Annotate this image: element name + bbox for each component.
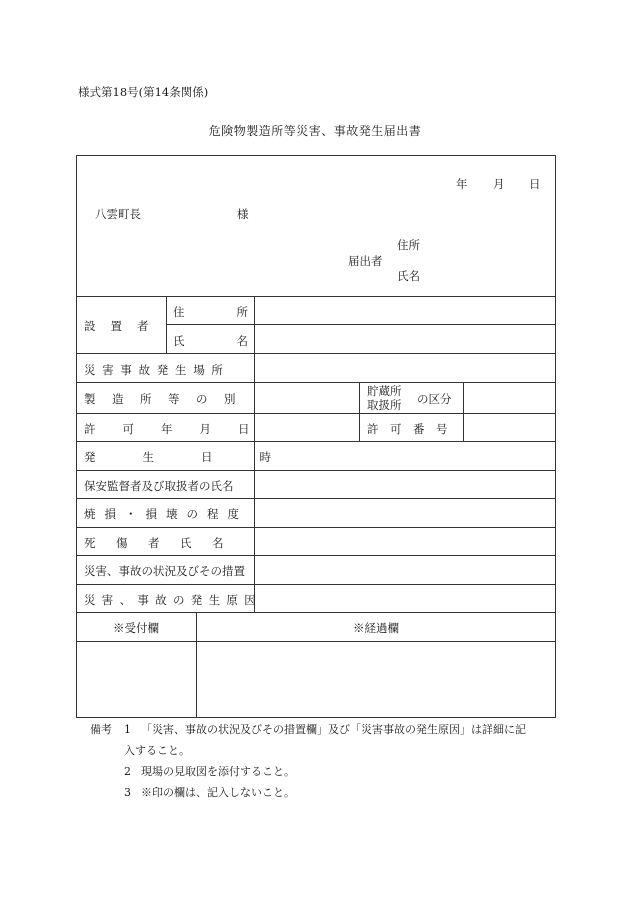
note-1-text: 「災害、事故の状況及びその措置欄」及び「災害事故の発生原因」は詳細に記 <box>141 723 526 736</box>
note-3-text: ※印の欄は、記入しないこと。 <box>141 786 295 799</box>
rule <box>76 584 556 585</box>
situation-label: 災害、事故の状況及びその措置 <box>84 564 245 578</box>
note-3-number: 3 <box>124 786 131 799</box>
casualties-label: 死傷者氏名 <box>84 536 244 550</box>
installer-label: 設置者 <box>84 319 164 333</box>
rule <box>76 353 556 354</box>
date-month-label: 月 <box>493 177 505 191</box>
notifier-label: 届出者 <box>348 254 383 268</box>
rule <box>76 296 556 297</box>
name-label: 氏名 <box>397 269 420 283</box>
category-storage-label: 貯蔵所 <box>367 384 402 398</box>
rule <box>76 498 556 499</box>
rule <box>76 413 556 414</box>
category-handling-label: 取扱所 <box>367 398 402 412</box>
rule <box>463 382 464 441</box>
supervisor-label: 保安監督者及び取扱者の氏名 <box>84 479 234 493</box>
rule <box>76 441 556 442</box>
rule <box>359 382 360 441</box>
address-label: 住所 <box>397 238 420 252</box>
facility-type-label: 製造所等の別 <box>84 392 252 406</box>
rule <box>76 612 556 613</box>
rule <box>76 555 556 556</box>
installer-name-text: 氏名 <box>173 334 300 348</box>
rule <box>76 527 556 528</box>
damage-label: 焼損・損壊の程度 <box>84 507 248 521</box>
note-2-number: 2 <box>124 765 131 778</box>
date-year-label: 年 <box>456 177 468 191</box>
note-1-text-cont: 入すること。 <box>124 744 190 757</box>
occurrence-label: 発生日時 <box>84 450 318 464</box>
category-suffix-label: の区分 <box>417 392 452 406</box>
form-number: 様式第18号(第14条関係) <box>78 85 209 99</box>
progress-header: ※経過欄 <box>353 621 399 635</box>
document-title: 危険物製造所等災害、事故発生届出書 <box>208 124 422 138</box>
installer-name-label <box>173 333 300 349</box>
installer-address-text: 住所 <box>173 305 300 319</box>
rule <box>76 382 556 383</box>
rule <box>76 641 556 642</box>
location-label: 災害事故発生場所 <box>84 363 230 377</box>
cause-label: 災害、事故の発生原因 <box>84 593 262 607</box>
honorific: 様 <box>237 207 249 221</box>
rule <box>76 470 556 471</box>
reception-header: ※受付欄 <box>113 621 159 635</box>
date-day-label: 日 <box>529 177 541 191</box>
recipient: 八雲町長 <box>95 207 141 221</box>
permit-date-label: 許可年月日 <box>84 422 277 436</box>
note-1-number: 1 <box>124 723 131 736</box>
note-2-text: 現場の見取図を添付すること。 <box>141 765 295 778</box>
notes-label: 備考 <box>90 723 112 736</box>
rule <box>166 296 167 353</box>
rule <box>166 324 556 325</box>
installer-address-label <box>173 304 300 320</box>
permit-number-label: 許可番号 <box>367 422 459 436</box>
